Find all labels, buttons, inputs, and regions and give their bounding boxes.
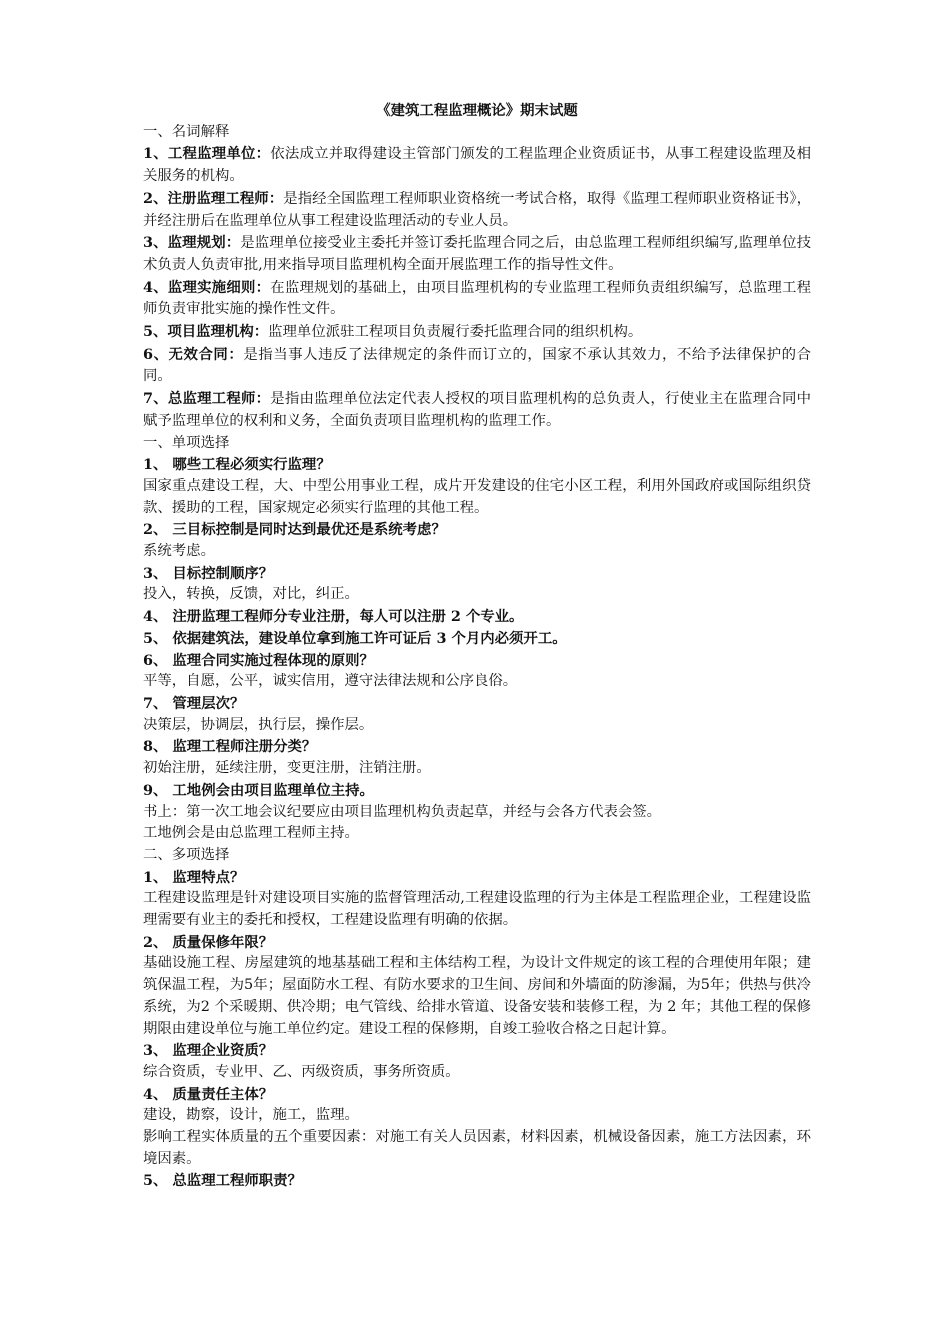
- definition-term: 1、工程监理单位：: [143, 145, 271, 163]
- question: 1、 监理特点？: [143, 868, 245, 886]
- definition-text: 是指经全国监理工程师职业资格统一考试合格，取得《监理工程师职业资格证书》，并经注册后在监理单位从事工程建设监理活动的专业人员。: [143, 190, 811, 229]
- definition-term: 3、监理规划：: [143, 234, 241, 252]
- answer: 投入，转换，反馈，对比，纠正。: [143, 586, 359, 603]
- definition-term: 7、总监理工程师：: [143, 390, 271, 408]
- answer: 综合资质，专业甲、乙、丙级资质，事务所资质。: [143, 1063, 460, 1080]
- section-heading-multi-choice: 二、多项选择: [143, 846, 230, 863]
- answer: 书上：第一次工地会议纪要应由项目监理机构负责起草，并经与会各方代表会签。: [143, 803, 662, 820]
- section-heading-definitions: 一、名词解释: [143, 123, 230, 140]
- definition-term: 5、项目监理机构：: [143, 323, 269, 341]
- question: 5、 依据建筑法，建设单位拿到施工许可证后 3 个月内必须开工。: [143, 629, 567, 647]
- answer: 工程建设监理是针对建设项目实施的监督管理活动,工程建设监理的行为主体是工程监理企业，工程建设监理需要有业主的委托和授权，工程建设监理有明确的依据。: [143, 890, 811, 929]
- answer: 决策层，协调层，执行层，操作层。: [143, 716, 374, 733]
- section-heading-single-choice: 一、单项选择: [143, 434, 230, 451]
- question: 4、 质量责任主体？: [143, 1085, 274, 1103]
- definition-item: [143, 388, 811, 432]
- question: 6、 监理合同实施过程体现的原则？: [143, 651, 374, 669]
- answer: 国家重点建设工程，大、中型公用事业工程，成片开发建设的住宅小区工程，利用外国政府或国际组织贷款、援助的工程，国家规定必须实行监理的其他工程。: [143, 477, 811, 516]
- definition-item: [143, 277, 811, 321]
- definition-term: 6、无效合同：: [143, 345, 244, 363]
- question: 3、 目标控制顺序？: [143, 564, 274, 582]
- question: 8、 监理工程师注册分类？: [143, 738, 317, 756]
- answer: 系统考虑。: [143, 543, 215, 560]
- answer: 工地例会是由总监理工程师主持。: [143, 825, 359, 842]
- answer: 初始注册，延续注册，变更注册，注销注册。: [143, 760, 431, 777]
- definition-item: [143, 321, 811, 344]
- page-title: 《建筑工程监理概论》期末试题: [376, 102, 578, 119]
- answer: 平等，自愿，公平，诚实信用，遵守法律法规和公序良俗。: [143, 673, 518, 690]
- answer: 建设，勘察，设计，施工，监理。: [143, 1107, 359, 1124]
- definition-item: [143, 143, 811, 187]
- question: 4、 注册监理工程师分专业注册，每人可以注册 2 个专业。: [143, 608, 524, 626]
- definition-text: 监理单位派驻工程项目负责履行委托监理合同的组织机构。: [268, 324, 643, 341]
- question: 2、 质量保修年限？: [143, 933, 274, 951]
- question: 3、 监理企业资质？: [143, 1042, 274, 1060]
- definition-term: 4、监理实施细则：: [143, 278, 271, 296]
- question: 2、 三目标控制是同时达到最优还是系统考虑？: [143, 521, 446, 539]
- question: 9、 工地例会由项目监理单位主持。: [143, 781, 374, 799]
- question: 5、 总监理工程师职责？: [143, 1172, 302, 1190]
- definition-text: 是监理单位接受业主委托并签订委托监理合同之后，由总监理工程师组织编写,监理单位技术负责人负责审批,用来指导项目监理机构全面开展监理工作的指导性文件。: [143, 235, 812, 273]
- question: 1、 哪些工程必须实行监理？: [143, 456, 331, 474]
- definition-text: 依法成立并取得建设主管部门颁发的工程监理企业资质证书，从事工程建设监理及相关服务的机构。: [143, 146, 811, 185]
- answer: 基础设施工程、房屋建筑的地基基础工程和主体结构工程，为设计文件规定的该工程的合理使用年限；建筑保温工程，为5年；屋面防水工程、有防水要求的卫生间、房间和外墙面的防渗漏，为5年；供热与供冷系统，为2 个采暖期、供冷期；电气管线、给排水管道、设备安装和装修工程，为 2 年；其他工程的保修期限由建设单位与施工单位约定。建设工程的保修期，自竣工验收合格之日起计算。: [143, 955, 811, 1037]
- question: 7、 管理层次？: [143, 694, 245, 712]
- definition-text: 在监理规划的基础上，由项目监理机构的专业监理工程师负责组织编写，总监理工程师负责审批实施的操作性文件。: [143, 279, 811, 318]
- definition-item: [143, 344, 811, 388]
- definition-text: 是指由监理单位法定代表人授权的项目监理机构的总负责人，行使业主在监理合同中赋予监理单位的权利和义务，全面负责项目监理机构的监理工作。: [143, 391, 811, 429]
- definition-item: [143, 232, 811, 276]
- definition-term: 2、注册监理工程师：: [143, 189, 284, 207]
- definition-text: 是指当事人违反了法律规定的条件而订立的，国家不承认其效力，不给予法律保护的合同。: [143, 346, 811, 385]
- document-content: [143, 100, 811, 1192]
- definition-item: [143, 188, 811, 232]
- answer: 影响工程实体质量的五个重要因素：对施工有关人员因素，材料因素，机械设备因素，施工方法因素，环境因素。: [143, 1129, 811, 1167]
